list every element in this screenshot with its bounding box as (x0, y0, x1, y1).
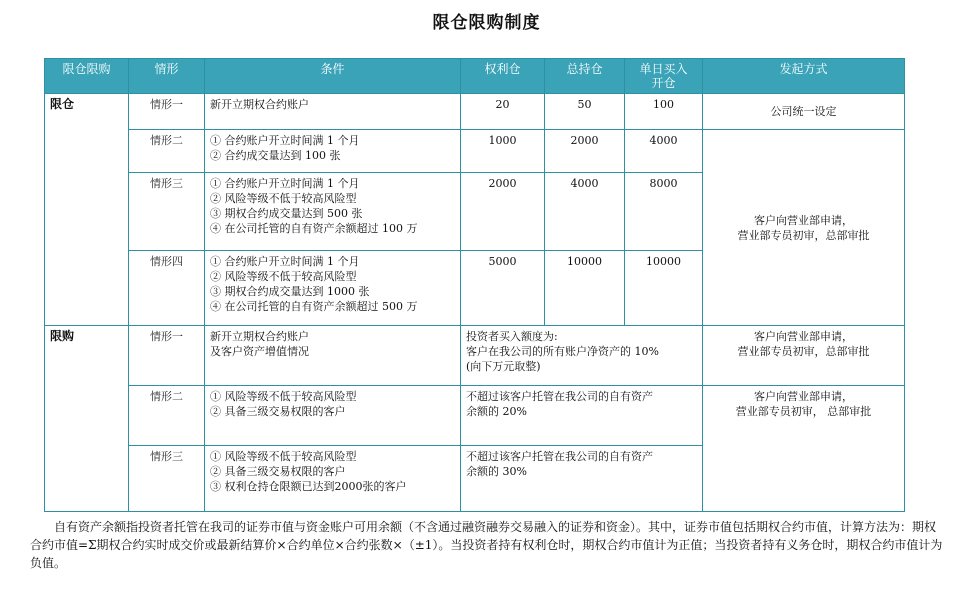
category-limit-position: 限仓 (45, 94, 129, 326)
total-value: 10000 (545, 251, 625, 326)
header-rights-position: 权利仓 (461, 59, 545, 94)
method-cell (703, 386, 905, 512)
condition-line: ① 风险等级不低于较高风险型 (210, 450, 357, 463)
condition-line: ② 风险等级不低于较高风险型 (210, 192, 357, 205)
quota-cell (461, 386, 703, 446)
daily-value: 4000 (625, 130, 703, 173)
quota-line: 不超过该客户托管在我公司的自有资产 (466, 450, 653, 463)
rights-value: 1000 (461, 130, 545, 173)
quota-line: 投资者买入额度为: (466, 330, 558, 343)
condition-line: 及客户资产增值情况 (210, 345, 309, 358)
situation-cell: 情形一 (129, 326, 205, 386)
table-row (45, 326, 905, 386)
quota-line: 余额的 30% (466, 465, 527, 478)
situation-cell: 情形一 (129, 94, 205, 130)
situation-cell: 情形二 (129, 386, 205, 446)
condition-cell (205, 173, 461, 251)
condition-line: ④ 在公司托管的自有资产余额超过 100 万 (210, 222, 418, 235)
condition-cell (205, 130, 461, 173)
header-daily-open-line2: 开仓 (651, 76, 676, 90)
daily-value: 8000 (625, 173, 703, 251)
daily-value: 100 (625, 94, 703, 130)
total-value: 50 (545, 94, 625, 130)
quota-cell (461, 446, 703, 512)
condition-line: ② 具备三级交易权限的客户 (210, 465, 346, 478)
condition-line: ③ 权利仓持仓限额已达到2000张的客户 (210, 480, 407, 493)
method-line: 客户向营业部申请， (754, 390, 853, 403)
limit-rules-table (44, 58, 905, 512)
rights-value: 20 (461, 94, 545, 130)
condition-cell (205, 94, 461, 130)
method-line: 营业部专员初审， 总部审批 (735, 405, 872, 418)
situation-cell: 情形三 (129, 446, 205, 512)
quota-line: 客户在我公司的所有账户净资产的 10% (466, 345, 659, 358)
condition-line: ② 合约成交量达到 100 张 (210, 149, 341, 162)
method-cell: 公司统一设定 (703, 94, 905, 130)
condition-line: ① 风险等级不低于较高风险型 (210, 390, 357, 403)
condition-line: ② 风险等级不低于较高风险型 (210, 270, 357, 283)
quota-cell (461, 326, 703, 386)
table-row (45, 386, 905, 446)
condition-line: ① 合约账户开立时间满 1 个月 (210, 134, 360, 147)
total-value: 4000 (545, 173, 625, 251)
situation-cell: 情形四 (129, 251, 205, 326)
header-daily-open-line1: 单日买入 (639, 62, 688, 76)
condition-cell (205, 326, 461, 386)
quota-line: (向下万元取整) (466, 360, 541, 373)
header-situation: 情形 (129, 59, 205, 94)
footnote: 自有资产余额指投资者托管在我司的证券市值与资金账户可用余额（不含通过融资融券交易融入的证券和资金）。其中，证券市值包括期权合约市值，计算方法为：期权合约市值=Σ期权合约实时成交价或最新结算价×合约单位×合约张数×（±1）。当投资者持有权利仓时，期权合约市值计为正值；当投资者持有义务仓时，期权合约市值计为负值。 (30, 520, 943, 570)
situation-cell: 情形三 (129, 173, 205, 251)
condition-line: ① 合约账户开立时间满 1 个月 (210, 177, 360, 190)
situation-cell: 情形二 (129, 130, 205, 173)
header-condition: 条件 (205, 59, 461, 94)
total-value: 2000 (545, 130, 625, 173)
table-row (45, 94, 905, 130)
table-header-row (45, 59, 905, 94)
method-line: 客户向营业部申请， (754, 330, 853, 343)
table-row (45, 130, 905, 173)
header-method: 发起方式 (703, 59, 905, 94)
method-cell (703, 130, 905, 326)
condition-line: ④ 在公司托管的自有资产余额超过 500 万 (210, 300, 418, 313)
header-total-position: 总持仓 (545, 59, 625, 94)
header-daily-open (625, 59, 703, 94)
condition-cell (205, 386, 461, 446)
quota-line: 不超过该客户托管在我公司的自有资产 (466, 390, 653, 403)
condition-line: ② 具备三级交易权限的客户 (210, 405, 346, 418)
condition-line: 新开立期权合约账户 (210, 98, 309, 111)
rights-value: 2000 (461, 173, 545, 251)
page-title: 限仓限购制度 (432, 13, 541, 33)
condition-line: ③ 期权合约成交量达到 1000 张 (210, 285, 370, 298)
condition-cell (205, 251, 461, 326)
rights-value: 5000 (461, 251, 545, 326)
condition-cell (205, 446, 461, 512)
daily-value: 10000 (625, 251, 703, 326)
method-line: 营业部专员初审，总部审批 (737, 345, 870, 358)
method-line: 营业部专员初审，总部审批 (737, 228, 870, 242)
condition-line: ③ 期权合约成交量达到 500 张 (210, 207, 363, 220)
condition-line: ① 合约账户开立时间满 1 个月 (210, 255, 360, 268)
method-line: 客户向营业部申请， (754, 213, 853, 227)
header-category: 限仓限购 (45, 59, 129, 94)
quota-line: 余额的 20% (466, 405, 527, 418)
method-cell (703, 326, 905, 386)
condition-line: 新开立期权合约账户 (210, 330, 309, 343)
category-limit-purchase: 限购 (45, 326, 129, 512)
